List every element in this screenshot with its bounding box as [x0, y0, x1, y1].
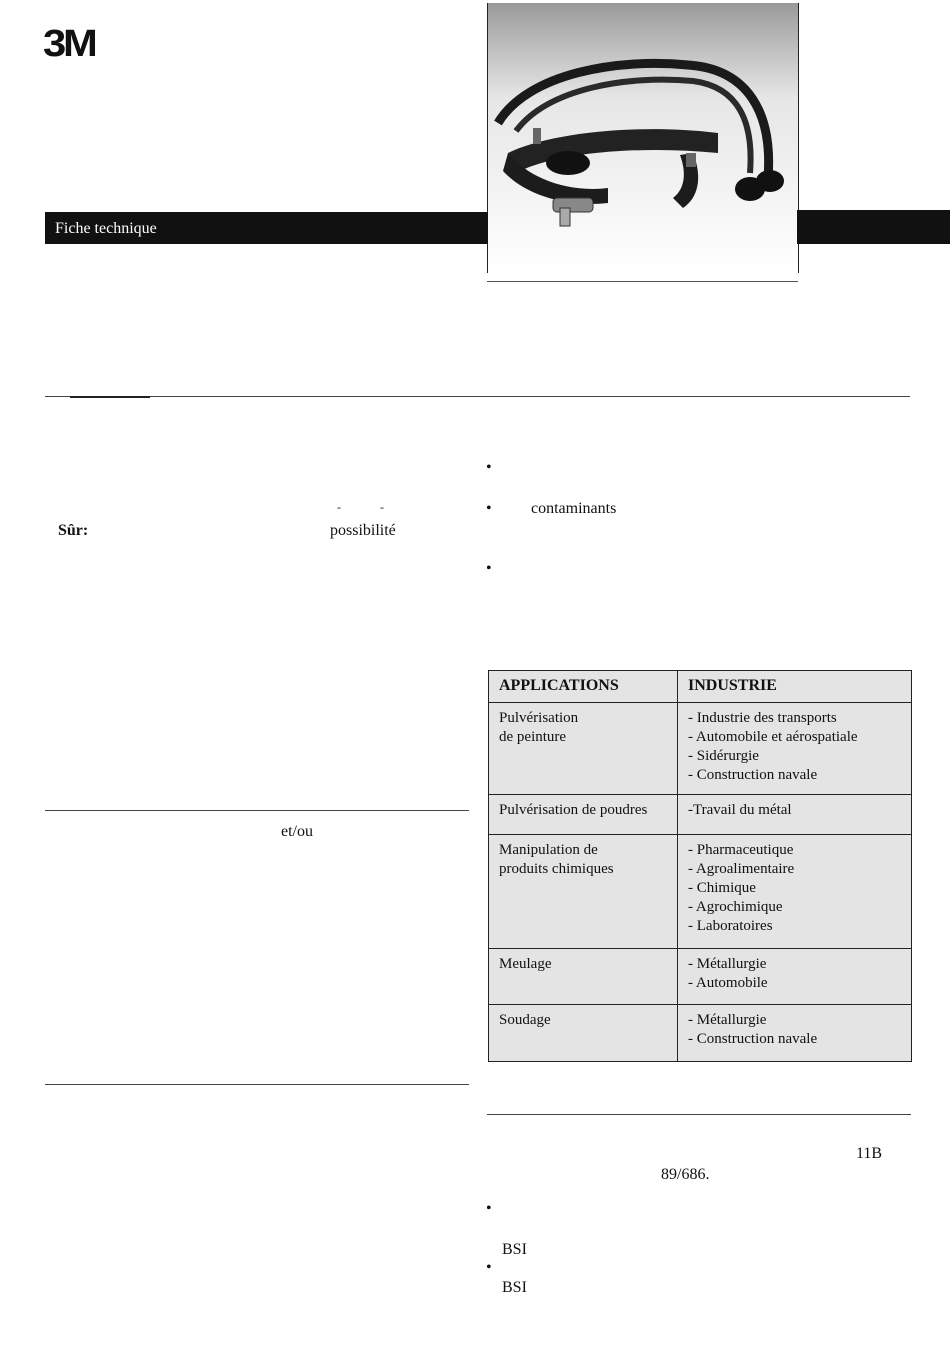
industry-text: - Automobile — [688, 975, 768, 991]
industry-cell — [678, 835, 912, 949]
industry-cell — [678, 949, 912, 1005]
section-divider — [45, 396, 910, 397]
application-cell — [489, 835, 678, 949]
product-photo — [487, 3, 799, 273]
photo-rule — [487, 281, 798, 282]
industry-text: - Industrie des transports — [688, 710, 837, 726]
industry-text: - Métallurgie — [688, 956, 767, 972]
left-divider-2 — [45, 1084, 469, 1085]
industry-text: - Agrochimique — [688, 899, 783, 915]
application-text: de peinture — [499, 729, 567, 745]
table-row — [489, 795, 912, 835]
industry-text: - Agroalimentaire — [688, 861, 795, 877]
table-row — [489, 703, 912, 795]
application-cell — [489, 703, 678, 795]
industry-cell — [678, 703, 912, 795]
standard-11b-text: 11B — [856, 1145, 883, 1162]
industry-text: - Pharmaceutique — [688, 842, 794, 858]
application-text: Meulage — [499, 956, 552, 972]
industry-text: - Automobile et aérospatiale — [688, 729, 858, 745]
section-divider-accent — [70, 396, 150, 398]
industry-cell — [678, 795, 912, 835]
title-band-right — [797, 210, 950, 244]
possibilite-text: possibilité — [330, 522, 396, 539]
application-text: produits chimiques — [499, 861, 614, 877]
application-cell — [489, 949, 678, 1005]
sur-label: Sûr: — [58, 522, 89, 539]
applications-table — [488, 670, 912, 1062]
industry-text: - Chimique — [688, 880, 756, 896]
right-divider — [487, 1114, 911, 1115]
industry-cell — [678, 1005, 912, 1062]
bullet-1: • — [486, 459, 492, 476]
table-row — [489, 835, 912, 949]
table-row — [489, 1005, 912, 1062]
bsi-text-2: BSI — [502, 1279, 527, 1296]
application-text: Soudage — [499, 1012, 551, 1028]
brand-logo: 3M — [43, 23, 95, 65]
table-row — [489, 949, 912, 1005]
industry-text: - Laboratoires — [688, 918, 773, 934]
bullet-3: • — [486, 560, 492, 577]
accent-marks: - - — [337, 500, 402, 514]
bsi-text-1: BSI — [502, 1241, 527, 1258]
application-text: Manipulation de — [499, 842, 598, 858]
bullet-4: • — [486, 1200, 492, 1217]
industry-text: -Travail du métal — [688, 802, 792, 818]
industry-text: - Construction navale — [688, 1031, 818, 1047]
directive-text: 89/686. — [661, 1166, 710, 1183]
bullet-5: • — [486, 1259, 492, 1276]
left-divider-1 — [45, 810, 469, 811]
contaminants-text: contaminants — [531, 500, 617, 517]
industry-text: - Sidérurgie — [688, 748, 759, 764]
application-text: Pulvérisation — [499, 710, 579, 726]
header-applications: APPLICATIONS — [489, 671, 678, 703]
et-ou-text: et/ou — [281, 823, 313, 840]
industry-text: - Métallurgie — [688, 1012, 767, 1028]
table-header-row — [489, 671, 912, 703]
header-industrie: INDUSTRIE — [678, 671, 912, 703]
industry-text: - Construction navale — [688, 767, 818, 783]
application-text: Pulvérisation de poudres — [499, 802, 648, 818]
bullet-2: • — [486, 500, 492, 517]
belt-harness-icon — [488, 3, 798, 273]
application-cell — [489, 1005, 678, 1062]
application-cell — [489, 795, 678, 835]
document-type-label: Fiche technique — [55, 220, 157, 237]
